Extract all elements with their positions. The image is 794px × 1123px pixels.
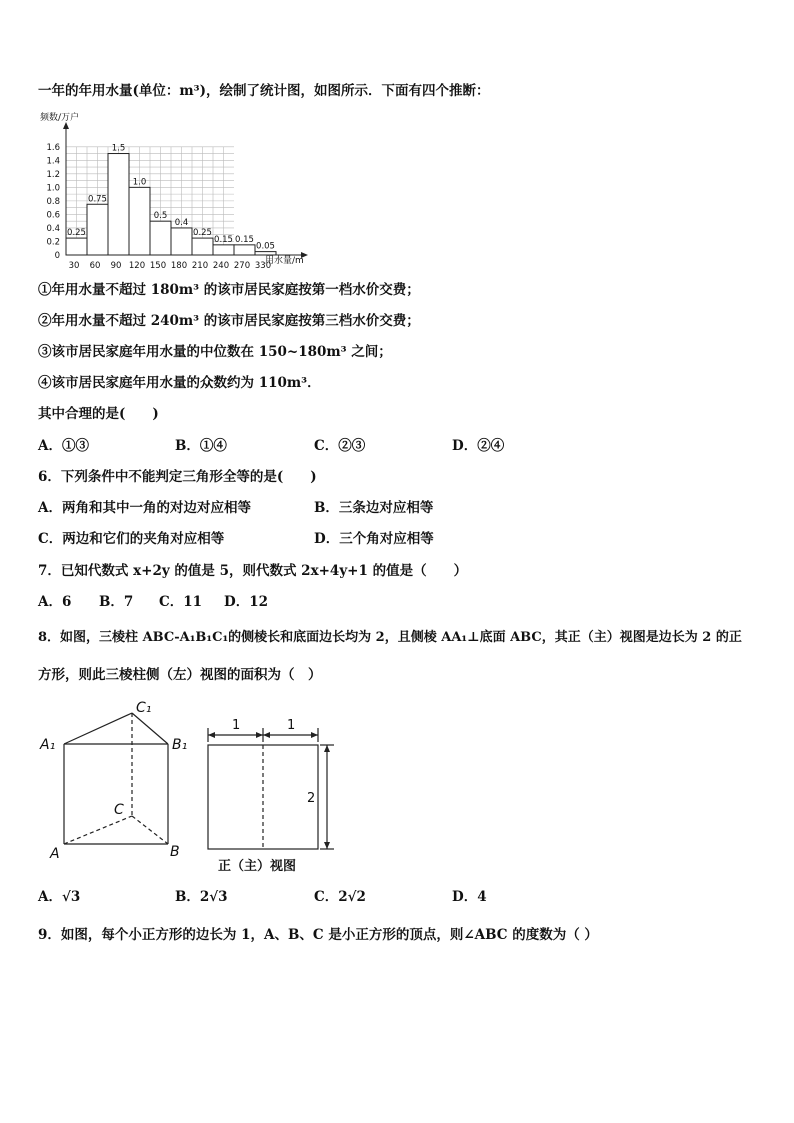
x-tick-label: 270	[233, 261, 251, 270]
y-tick-label: 0.4	[46, 223, 60, 234]
q7-option-b[interactable]: B．7	[99, 594, 134, 610]
q8-option-b[interactable]: B．2√3	[175, 889, 228, 905]
x-tick-label: 120	[128, 261, 146, 270]
y-tick-label: 1.0	[46, 183, 60, 194]
x-tick-label: 330	[254, 261, 272, 270]
y-tick-label: 1.4	[46, 156, 60, 167]
q6-option-b[interactable]: B．三条边对应相等	[314, 500, 434, 516]
histogram-bar	[171, 228, 192, 255]
y-tick-label: 0.6	[46, 210, 60, 221]
label-b1: B₁	[172, 737, 188, 753]
x-axis-title: 用水量/m	[265, 256, 304, 266]
dim-label-side: 2	[307, 791, 316, 806]
bar-value-label: 0.15	[214, 234, 233, 245]
x-tick-label: 150	[149, 261, 167, 270]
x-tick-label: 30	[68, 261, 80, 270]
front-view-caption: 正（主）视图	[218, 859, 297, 874]
y-tick-label: 0	[54, 251, 60, 261]
q5-statement-4: ④该市居民家庭年用水量的众数约为 110m³．	[38, 375, 321, 391]
q8-option-c[interactable]: C．2√2	[314, 889, 366, 905]
label-c: C	[114, 802, 124, 818]
q5-option-b[interactable]: B．①④	[175, 438, 227, 454]
edge-a1c1	[64, 713, 132, 744]
histogram-bar	[87, 204, 108, 255]
histogram-bar	[192, 238, 213, 255]
q5-question: 其中合理的是( )	[38, 406, 159, 422]
histogram-bar	[66, 238, 87, 255]
y-tick-label: 1.2	[46, 169, 60, 180]
dim-label-right: 1	[287, 718, 296, 733]
q6-stem: 6．下列条件中不能判定三角形全等的是( )	[38, 469, 317, 485]
bar-value-label: 0.4	[174, 217, 189, 228]
q5-intro: 一年的年用水量(单位：m³)，绘制了统计图，如图所示．下面有四个推断：	[38, 83, 490, 99]
q7-stem: 7．已知代数式 x+2y 的值是 5，则代数式 2x+4y+1 的值是（ ）	[38, 563, 468, 579]
bar-value-label: 0.75	[88, 194, 107, 205]
label-a1: A₁	[40, 737, 56, 753]
bar-value-label: 1.0	[132, 177, 147, 188]
q7-option-d[interactable]: D．12	[224, 594, 268, 610]
bar-value-label: 0.5	[153, 211, 168, 222]
bar-value-label: 0.05	[256, 241, 275, 252]
q8-stem-line-1: 8．如图，三棱柱 ABC-A₁B₁C₁的侧棱长和底面边长均为 2，且侧棱 AA₁⊥底面 ABC，其正（主）视图是边长为 2 的正	[38, 630, 742, 645]
histogram-bar	[213, 245, 234, 255]
triangular-prism-figure	[36, 696, 196, 866]
q9-stem: 9．如图，每个小正方形的边长为 1，A、B、C 是小正方形的顶点，则∠ABC 的度数为（ ）	[38, 927, 598, 943]
q6-option-a[interactable]: A．两角和其中一角的对边对应相等	[38, 500, 251, 516]
y-axis-arrow	[63, 122, 69, 129]
q7-option-a[interactable]: A．6	[38, 594, 72, 610]
q5-option-c[interactable]: C．②③	[314, 438, 366, 454]
histogram-bar	[255, 252, 276, 255]
y-tick-label: 0.8	[46, 196, 60, 207]
histogram-bar	[150, 221, 171, 255]
front-view-figure	[200, 712, 340, 878]
label-a: A	[50, 846, 60, 862]
q8-stem-line-2: 方形，则此三棱柱侧（左）视图的面积为（ ）	[38, 667, 322, 683]
label-b: B	[170, 844, 180, 860]
y-tick-label: 0.2	[46, 237, 60, 248]
q7-option-c[interactable]: C．11	[159, 594, 203, 610]
edge-cb-hidden	[132, 816, 168, 844]
bar-value-label: 0.25	[193, 228, 212, 239]
edge-ac-hidden	[64, 816, 132, 844]
q5-option-a[interactable]: A．①③	[38, 438, 89, 454]
q5-option-d[interactable]: D．②④	[452, 438, 505, 454]
x-tick-label: 240	[212, 261, 230, 270]
q5-statement-1: ①年用水量不超过 180m³ 的该市居民家庭按第一档水价交费；	[38, 282, 420, 298]
q8-option-d[interactable]: D．4	[452, 889, 487, 905]
x-tick-label: 180	[170, 261, 188, 270]
water-usage-histogram	[36, 110, 326, 270]
dim-label-left: 1	[232, 718, 241, 733]
label-c1: C₁	[136, 700, 152, 716]
bar-value-label: 0.25	[67, 228, 86, 239]
y-tick-label: 1.6	[46, 142, 60, 153]
histogram-bar	[108, 154, 129, 255]
x-tick-label: 60	[89, 261, 101, 270]
bar-value-label: 1.5	[111, 143, 126, 154]
histogram-bar	[234, 245, 255, 255]
q6-option-c[interactable]: C．两边和它们的夹角对应相等	[38, 531, 225, 547]
q5-statement-2: ②年用水量不超过 240m³ 的该市居民家庭按第三档水价交费；	[38, 313, 420, 329]
x-tick-label: 90	[110, 261, 122, 270]
x-tick-label: 210	[191, 261, 209, 270]
histogram-bar	[129, 187, 150, 255]
q6-option-d[interactable]: D．三个角对应相等	[314, 531, 434, 547]
q5-statement-3: ③该市居民家庭年用水量的中位数在 150~180m³ 之间；	[38, 344, 392, 360]
y-axis-title: 频数/万户	[40, 113, 80, 123]
bar-value-label: 0.15	[235, 234, 254, 245]
q8-option-a[interactable]: A．√3	[38, 889, 81, 905]
edge-c1b1	[132, 713, 168, 744]
